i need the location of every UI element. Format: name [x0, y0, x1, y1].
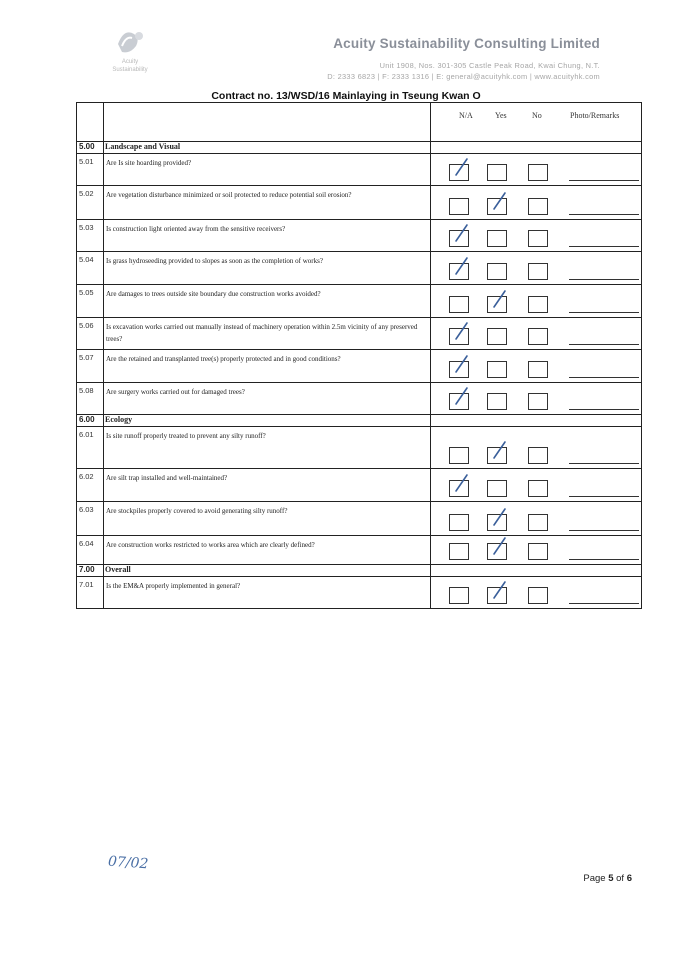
- check-mark-icon: [451, 473, 473, 495]
- remarks-line[interactable]: [569, 530, 639, 531]
- check-mark-icon: [451, 321, 473, 343]
- section-number: 7.00: [79, 565, 95, 574]
- cell-divider: [430, 383, 431, 414]
- checklist-row: [76, 535, 642, 564]
- remarks-line[interactable]: [569, 312, 639, 313]
- item-question: Are Is site hoarding provided?: [106, 159, 192, 167]
- item-number: 6.04: [79, 539, 94, 548]
- checkbox-na[interactable]: [449, 514, 469, 531]
- section-title: Ecology: [105, 415, 133, 424]
- checklist-row: [76, 284, 642, 317]
- checklist-row: [76, 349, 642, 382]
- cell-divider: [430, 252, 431, 284]
- checklist-row: [76, 576, 642, 608]
- cell-divider: [430, 536, 431, 564]
- checkbox-yes[interactable]: [487, 480, 507, 497]
- logo-icon: [104, 24, 156, 58]
- cell-divider: [430, 427, 431, 468]
- cell-divider: [430, 577, 431, 608]
- item-question: Is grass hydroseeding provided to slopes as soon as the completion of works?: [106, 257, 323, 265]
- check-mark-icon: [451, 157, 473, 179]
- page-label-of: of: [613, 873, 627, 884]
- checkbox-yes[interactable]: [487, 393, 507, 410]
- checkbox-yes[interactable]: [487, 328, 507, 345]
- table-bottom-border: [76, 608, 642, 609]
- item-number: 5.01: [79, 157, 94, 166]
- item-question: Is the EM&A properly implemented in general?: [106, 582, 241, 590]
- header-na: N/A: [459, 111, 473, 120]
- checkbox-no[interactable]: [528, 543, 548, 560]
- item-number: 5.05: [79, 288, 94, 297]
- remarks-line[interactable]: [569, 279, 639, 280]
- cell-divider: [103, 142, 104, 153]
- check-mark-icon: [451, 256, 473, 278]
- checkbox-yes[interactable]: [487, 164, 507, 181]
- table-body: [76, 141, 642, 609]
- checkbox-na[interactable]: [449, 296, 469, 313]
- checkbox-no[interactable]: [528, 230, 548, 247]
- remarks-line[interactable]: [569, 496, 639, 497]
- check-mark-icon: [489, 191, 511, 213]
- cell-divider: [103, 186, 104, 219]
- cell-divider: [430, 154, 431, 185]
- cell-divider: [430, 142, 431, 153]
- check-mark-icon: [489, 507, 511, 529]
- cell-divider: [103, 318, 104, 349]
- cell-divider: [430, 318, 431, 349]
- page-total: 6: [626, 873, 632, 884]
- checklist-row: [76, 382, 642, 414]
- checkbox-no[interactable]: [528, 164, 548, 181]
- check-mark-icon: [451, 386, 473, 408]
- header-no: No: [532, 111, 542, 120]
- cell-divider: [103, 154, 104, 185]
- section-number: 5.00: [79, 142, 95, 151]
- cell-divider: [430, 415, 431, 426]
- item-question: Is site runoff properly treated to prevent any silty runoff?: [106, 432, 266, 440]
- remarks-line[interactable]: [569, 246, 639, 247]
- section-title: Overall: [105, 565, 131, 574]
- item-number: 5.07: [79, 353, 94, 362]
- cell-divider: [430, 220, 431, 251]
- cell-divider: [430, 350, 431, 382]
- item-question: Is excavation works carried out manually instead of machinery operation within 2.5m vicinity of any preserved trees?: [106, 323, 418, 343]
- company-contact: D: 2333 6823 | F: 2333 1316 | E: general@acuityhk.com | www.acuityhk.com: [327, 72, 600, 81]
- item-number: 5.03: [79, 223, 94, 232]
- checklist-row: [76, 251, 642, 284]
- section-number: 6.00: [79, 415, 95, 424]
- checkbox-na[interactable]: [449, 447, 469, 464]
- check-mark-icon: [451, 354, 473, 376]
- header-question-cell: [104, 103, 431, 141]
- remarks-line[interactable]: [569, 344, 639, 345]
- header-yes: Yes: [495, 111, 507, 120]
- header-num-cell: [77, 103, 104, 141]
- item-question: Are surgery works carried out for damaged trees?: [106, 388, 245, 396]
- checkbox-na[interactable]: [449, 543, 469, 560]
- checklist-row: [76, 219, 642, 251]
- cell-divider: [430, 469, 431, 501]
- item-number: 5.02: [79, 189, 94, 198]
- remarks-line[interactable]: [569, 603, 639, 604]
- check-mark-icon: [489, 536, 511, 558]
- remarks-line[interactable]: [569, 214, 639, 215]
- check-mark-icon: [489, 440, 511, 462]
- item-question: Are construction works restricted to works area which are clearly defined?: [106, 541, 315, 549]
- cell-divider: [103, 427, 104, 468]
- cell-divider: [103, 383, 104, 414]
- company-name: Acuity Sustainability Consulting Limited: [333, 36, 600, 51]
- page-current: 5: [608, 873, 614, 884]
- checkbox-no[interactable]: [528, 361, 548, 378]
- section-header: [76, 141, 642, 153]
- section-header: [76, 414, 642, 426]
- cell-divider: [103, 285, 104, 317]
- checkbox-na[interactable]: [449, 587, 469, 604]
- checkbox-no[interactable]: [528, 480, 548, 497]
- section-header: [76, 564, 642, 576]
- checkbox-no[interactable]: [528, 447, 548, 464]
- item-question: Are stockpiles properly covered to avoid generating silty runoff?: [106, 507, 288, 515]
- handwritten-note: 07/02: [107, 853, 149, 873]
- cell-divider: [430, 285, 431, 317]
- page-label: Page: [583, 873, 609, 884]
- check-mark-icon: [489, 580, 511, 602]
- remarks-line[interactable]: [569, 409, 639, 410]
- checklist-row: [76, 426, 642, 468]
- item-number: 6.01: [79, 430, 94, 439]
- checkbox-yes[interactable]: [487, 361, 507, 378]
- cell-divider: [103, 536, 104, 564]
- remarks-line[interactable]: [569, 377, 639, 378]
- remarks-line[interactable]: [569, 463, 639, 464]
- table-header: [76, 102, 642, 141]
- checkbox-no[interactable]: [528, 263, 548, 280]
- logo-text-line-2: Sustainability: [112, 67, 148, 73]
- item-question: Are damages to trees outside site boundary due construction works avoided?: [106, 290, 321, 298]
- checkbox-yes[interactable]: [487, 263, 507, 280]
- checklist-row: [76, 501, 642, 535]
- checkbox-no[interactable]: [528, 296, 548, 313]
- item-number: 5.06: [79, 321, 94, 330]
- logo-text-line-1: Acuity: [121, 59, 139, 65]
- cell-divider: [430, 186, 431, 219]
- contract-title: Contract no. 13/WSD/16 Mainlaying in Tseung Kwan O: [211, 90, 481, 102]
- checkbox-no[interactable]: [528, 198, 548, 215]
- checkbox-yes[interactable]: [487, 230, 507, 247]
- checkbox-no[interactable]: [528, 328, 548, 345]
- checklist-row: [76, 317, 642, 349]
- remarks-line[interactable]: [569, 559, 639, 560]
- checklist-row: [76, 153, 642, 185]
- checklist-table: [76, 102, 642, 609]
- remarks-line[interactable]: [569, 180, 639, 181]
- item-question: Are the retained and transplanted tree(s) properly protected and in good conditions?: [106, 355, 341, 363]
- item-question: Are silt trap installed and well-maintained?: [106, 474, 228, 482]
- item-number: 7.01: [79, 580, 94, 589]
- item-number: 5.04: [79, 255, 94, 264]
- check-mark-icon: [451, 223, 473, 245]
- checkbox-na[interactable]: [449, 198, 469, 215]
- checklist-row: [76, 185, 642, 219]
- checkbox-no[interactable]: [528, 514, 548, 531]
- checkbox-no[interactable]: [528, 587, 548, 604]
- item-number: 6.03: [79, 505, 94, 514]
- cell-divider: [103, 565, 104, 576]
- cell-divider: [103, 469, 104, 501]
- cell-divider: [103, 577, 104, 608]
- cell-divider: [430, 565, 431, 576]
- header-remarks: Photo/Remarks: [570, 111, 620, 120]
- checklist-row: [76, 468, 642, 501]
- section-title: Landscape and Visual: [105, 142, 181, 151]
- item-number: 6.02: [79, 472, 94, 481]
- item-question: Are vegetation disturbance minimized or soil protected to reduce potential soil erosion?: [106, 191, 352, 199]
- cell-divider: [103, 502, 104, 535]
- cell-divider: [103, 415, 104, 426]
- company-address: Unit 1908, Nos. 301-305 Castle Peak Road, Kwai Chung, N.T.: [379, 61, 600, 70]
- page-number: [583, 873, 632, 884]
- cell-divider: [103, 350, 104, 382]
- item-number: 5.08: [79, 386, 94, 395]
- cell-divider: [430, 502, 431, 535]
- logo-text: [104, 58, 156, 74]
- cell-divider: [103, 252, 104, 284]
- item-question: Is construction light oriented away from the sensitive receivers?: [106, 225, 286, 233]
- check-mark-icon: [489, 289, 511, 311]
- checkbox-no[interactable]: [528, 393, 548, 410]
- cell-divider: [103, 220, 104, 251]
